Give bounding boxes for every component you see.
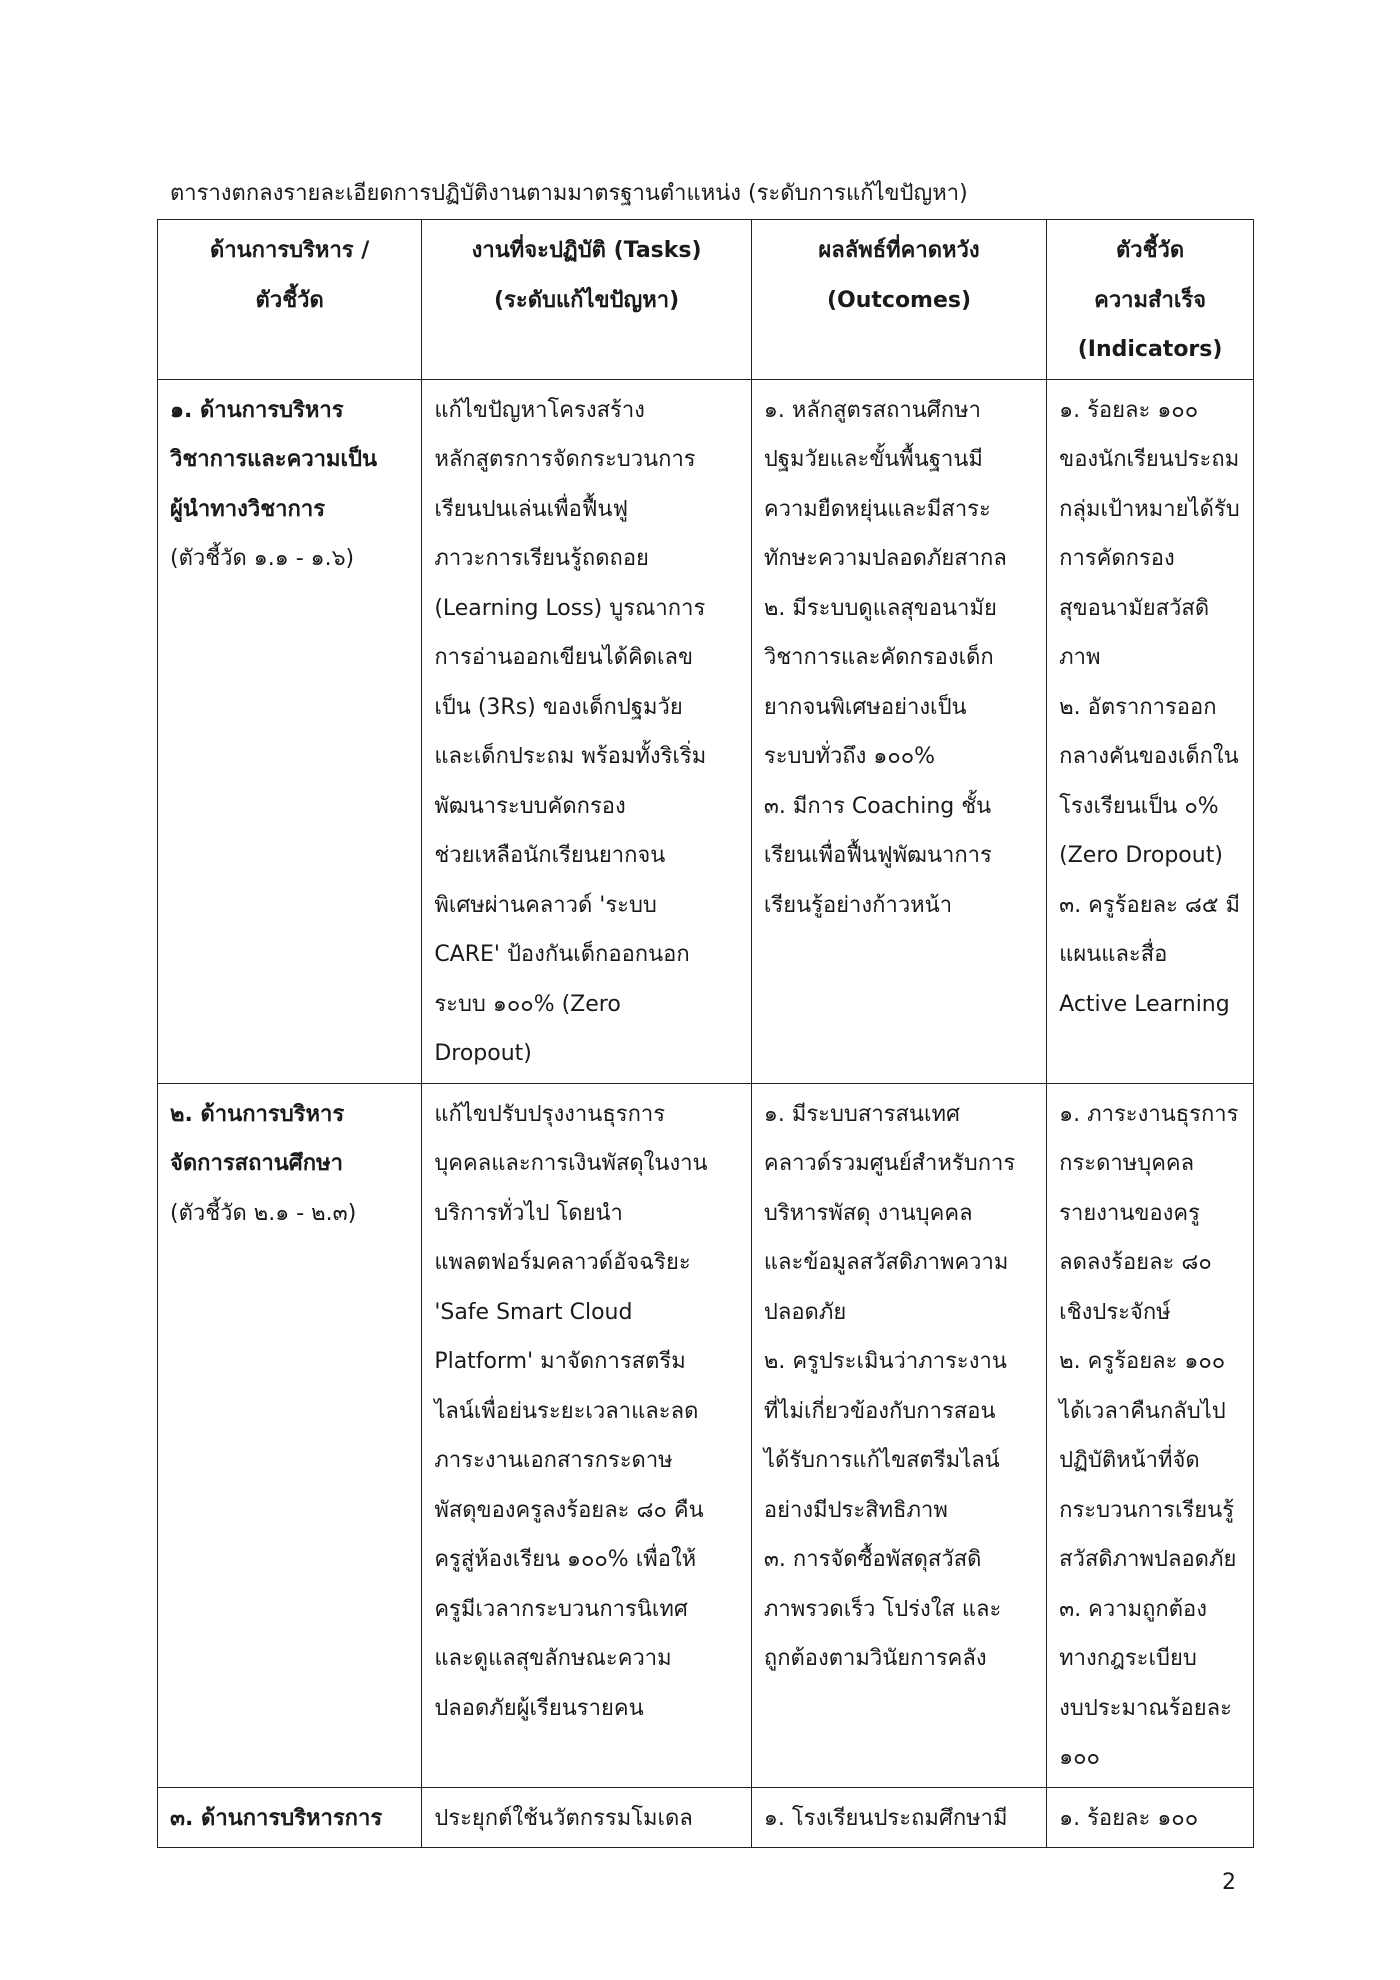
table-caption: ตารางตกลงรายละเอียดการปฏิบัติงานตามมาตรฐานตำแหน่ง (ระดับการแก้ไขปัญหา) — [170, 181, 968, 206]
tasks-cell — [422, 1083, 752, 1787]
area-title-line: ๒. ด้านการบริหาร — [170, 1101, 345, 1127]
outcome-line: ภาพรวดเร็ว โปร่งใส และ — [763, 1596, 1002, 1622]
task-line: CARE' ป้องกันเด็กออกนอก — [434, 942, 690, 967]
task-line: พัฒนาระบบคัดกรอง — [434, 793, 626, 819]
header-indicators: ตัวชี้วัด ความสำเร็จ (Indicators) — [1047, 220, 1254, 380]
task-line: ครูสู่ห้องเรียน ๑๐๐% เพื่อให้ — [434, 1547, 697, 1572]
indicator-line: สุขอนามัยสวัสดิ — [1059, 595, 1210, 621]
outcome-line: ถูกต้องตามวินัยการคลัง — [763, 1646, 987, 1671]
outcome-line: เรียนเพื่อฟื้นฟูพัฒนาการ — [763, 843, 992, 868]
indicator-line: ภาพ — [1059, 645, 1101, 670]
area-title-line: ผู้นำทางวิชาการ — [170, 496, 326, 522]
task-line: การอ่านออกเขียนได้คิดเลข — [434, 645, 694, 670]
outcome-line: อย่างมีประสิทธิภาพ — [763, 1497, 948, 1523]
table-body — [158, 379, 1254, 1848]
outcome-line: และข้อมูลสวัสดิภาพความ — [763, 1250, 1009, 1275]
area-title-line: ๑. ด้านการบริหาร — [170, 397, 344, 423]
task-line: 'Safe Smart Cloud — [434, 1299, 633, 1325]
indicator-line: ๓. ความถูกต้อง — [1059, 1596, 1207, 1622]
outcome-line: วิชาการและคัดกรองเด็ก — [763, 645, 994, 670]
indicator-line: เชิงประจักษ์ — [1059, 1299, 1171, 1325]
task-line: พิเศษผ่านคลาวด์ 'ระบบ — [434, 892, 657, 918]
outcomes-cell — [751, 1787, 1046, 1848]
task-line: แพลตฟอร์มคลาวด์อัจฉริยะ — [434, 1250, 691, 1275]
outcome-line: ๒. มีระบบดูแลสุขอนามัย — [763, 595, 997, 621]
area-cell — [158, 1787, 422, 1848]
table-row — [158, 1787, 1254, 1848]
indicator-line: กระบวนการเรียนรู้ — [1059, 1497, 1235, 1523]
outcome-line: คลาวด์รวมศูนย์สำหรับการ — [763, 1151, 1016, 1176]
indicator-line: กลุ่มเป้าหมายได้รับ — [1059, 496, 1240, 522]
task-line: พัสดุของครูลงร้อยละ ๘๐ คืน — [434, 1497, 704, 1523]
outcome-line: ยากจนพิเศษอย่างเป็น — [763, 694, 967, 720]
indicator-line: แผนและสื่อ — [1059, 942, 1168, 967]
indicator-line: ได้เวลาคืนกลับไป — [1059, 1398, 1226, 1424]
indicator-line: Active Learning — [1059, 991, 1230, 1017]
indicator-line: งบประมาณร้อยละ — [1059, 1695, 1232, 1721]
outcome-line: ๑. มีระบบสารสนเทศ — [763, 1101, 960, 1127]
indicator-line: ๑. ร้อยละ ๑๐๐ — [1059, 397, 1199, 423]
indicator-line: ลดลงร้อยละ ๘๐ — [1059, 1250, 1212, 1275]
indicator-line: การคัดกรอง — [1059, 546, 1175, 571]
page-number: 2 — [1222, 1870, 1236, 1895]
task-line: ภาวะการเรียนรู้ถดถอย — [434, 546, 649, 571]
indicator-line: กระดาษบุคคล — [1059, 1151, 1195, 1176]
table-row — [158, 379, 1254, 1083]
task-line: บุคคลและการเงินพัสดุในงาน — [434, 1151, 708, 1176]
indicator-line: โรงเรียนเป็น ๐% — [1059, 793, 1219, 819]
indicator-line: ๒. อัตราการออก — [1059, 694, 1217, 720]
header-area: ด้านการบริหาร / ตัวชี้วัด — [158, 220, 422, 380]
outcome-line: ทักษะความปลอดภัยสากล — [763, 546, 1007, 571]
indicator-line: สวัสดิภาพปลอดภัย — [1059, 1547, 1237, 1572]
indicator-line: ๑. ร้อยละ ๑๐๐ — [1059, 1805, 1199, 1831]
indicators-cell — [1047, 1787, 1254, 1848]
header-outcomes: ผลลัพธ์ที่คาดหวัง (Outcomes) — [751, 220, 1046, 380]
indicator-line: ของนักเรียนประถม — [1059, 447, 1240, 472]
task-line: ปลอดภัยผู้เรียนรายคน — [434, 1695, 644, 1721]
table-header-row — [158, 220, 1254, 380]
indicator-line: กลางคันของเด็กใน — [1059, 744, 1239, 769]
indicator-line: ๒. ครูร้อยละ ๑๐๐ — [1059, 1349, 1226, 1374]
area-title-line: ๓. ด้านการบริหารการ — [170, 1805, 383, 1831]
task-line: แก้ไขปรับปรุงงานธุรการ — [434, 1101, 666, 1127]
performance-agreement-table — [157, 219, 1254, 1848]
task-line: Platform' มาจัดการสตรีม — [434, 1349, 686, 1374]
outcome-line: ๑. โรงเรียนประถมศึกษามี — [763, 1805, 1008, 1831]
outcome-line: ที่ไม่เกี่ยวข้องกับการสอน — [763, 1398, 996, 1424]
indicator-line: ๓. ครูร้อยละ ๘๕ มี — [1059, 892, 1241, 918]
task-line: และเด็กประถม พร้อมทั้งริเริ่ม — [434, 744, 707, 769]
task-line: ประยุกต์ใช้นวัตกรรมโมเดล — [434, 1805, 693, 1831]
task-line: เรียนปนเล่นเพื่อฟื้นฟู — [434, 496, 629, 522]
outcome-line: ปลอดภัย — [763, 1299, 847, 1325]
indicator-line: ทางกฎระเบียบ — [1059, 1646, 1197, 1671]
outcome-line: บริหารพัสดุ งานบุคคล — [763, 1200, 973, 1226]
tasks-cell — [422, 1787, 752, 1848]
outcome-line: ๑. หลักสูตรสถานศึกษา — [763, 397, 981, 423]
table-row — [158, 1083, 1254, 1787]
task-line: Dropout) — [434, 1041, 532, 1066]
outcomes-cell — [751, 1083, 1046, 1787]
outcome-line: ปฐมวัยและขั้นพื้นฐานมี — [763, 447, 983, 472]
task-line: ภาระงานเอกสารกระดาษ — [434, 1448, 673, 1473]
outcome-line: ได้รับการแก้ไขสตรีมไลน์ — [763, 1448, 1000, 1473]
area-indicator-ref: (ตัวชี้วัด ๑.๑ - ๑.๖) — [170, 546, 355, 571]
task-line: เป็น (3Rs) ของเด็กปฐมวัย — [434, 694, 683, 720]
area-cell — [158, 1083, 422, 1787]
indicator-line: (Zero Dropout) — [1059, 843, 1223, 868]
task-line: แก้ไขปัญหาโครงสร้าง — [434, 397, 645, 423]
outcome-line: เรียนรู้อย่างก้าวหน้า — [763, 892, 953, 918]
task-line: และดูแลสุขลักษณะความ — [434, 1646, 672, 1671]
indicator-line: ปฏิบัติหน้าที่จัด — [1059, 1448, 1200, 1473]
indicators-cell — [1047, 379, 1254, 1083]
outcome-line: ๒. ครูประเมินว่าภาระงาน — [763, 1349, 1007, 1374]
outcome-line: ความยืดหยุ่นและมีสาระ — [763, 496, 991, 522]
outcome-line: ๓. มีการ Coaching ชั้น — [763, 793, 992, 819]
indicators-cell — [1047, 1083, 1254, 1787]
task-line: ไลน์เพื่อย่นระยะเวลาและลด — [434, 1398, 699, 1424]
area-indicator-ref: (ตัวชี้วัด ๒.๑ - ๒.๓) — [170, 1200, 357, 1226]
task-line: หลักสูตรการจัดกระบวนการ — [434, 447, 696, 472]
area-title-line: วิชาการและความเป็น — [170, 447, 378, 472]
tasks-cell — [422, 379, 752, 1083]
task-line: ครูมีเวลากระบวนการนิเทศ — [434, 1596, 688, 1622]
outcome-line: ๓. การจัดซื้อพัสดุสวัสดิ — [763, 1547, 982, 1572]
outcome-line: ระบบทั่วถึง ๑๐๐% — [763, 744, 936, 769]
indicator-line: ๑. ภาระงานธุรการ — [1059, 1101, 1239, 1127]
indicator-line: รายงานของครู — [1059, 1200, 1200, 1226]
outcomes-cell — [751, 379, 1046, 1083]
area-cell — [158, 379, 422, 1083]
task-line: ช่วยเหลือนักเรียนยากจน — [434, 843, 666, 868]
task-line: (Learning Loss) บูรณาการ — [434, 595, 706, 621]
task-line: ระบบ ๑๐๐% (Zero — [434, 991, 621, 1017]
area-title-line: จัดการสถานศึกษา — [170, 1151, 343, 1176]
indicator-line: ๑๐๐ — [1059, 1745, 1100, 1770]
task-line: บริการทั่วไป โดยนำ — [434, 1200, 623, 1226]
header-tasks: งานที่จะปฏิบัติ (Tasks) (ระดับแก้ไขปัญหา) — [422, 220, 752, 380]
